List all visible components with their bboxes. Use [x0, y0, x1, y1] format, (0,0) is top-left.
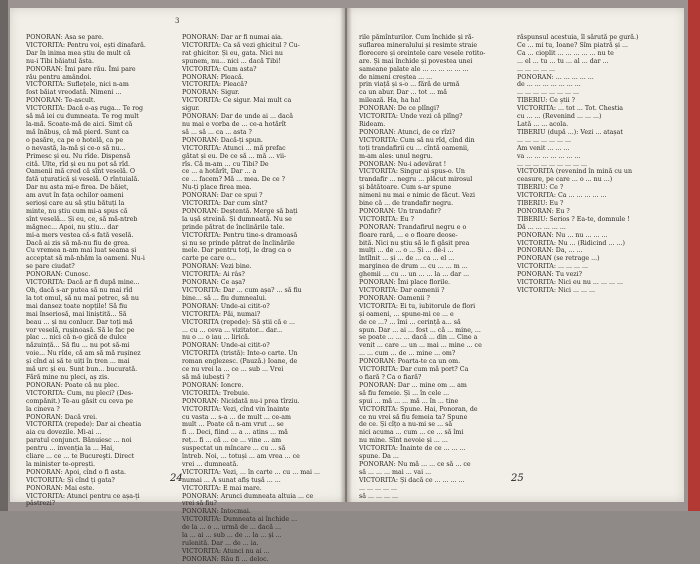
left-page-number: 24 — [170, 473, 183, 484]
right-page — [347, 8, 684, 502]
left-page-column-2: PONORAN: Dar ar fi numai aia. VICTORITA: Ca să vezi ghicitul ? Cu- rat ghicitor. Și eu, gata. Nici nu spunem, nu... nici ... dacă Tibi! VICTORITA: Cum asta? PONORAN: Pleacă. VICTORITA: Pleacă? PONORAN: Sigur. VICTORITA: Ce sigur. Mai mult ca sigur. PONORAN: Dar de unde ai ... dacă nu mai e vorba de ... ce-a hotărît să ... să ... ca ... asta ? PONORAN: Dacă-ți spun. VICTORITA: Atunci ... mă prefac gătat și eu. De ce să ... mă ... vii- rîs. Că m-am ... cu Tibi? De ce ... a hotărît, Dar ... a ce ... facem? Mă ... mea. De ce ? Nu-ți place firea mea. PONORAN: Dar ce spui ? VICTORITA: Dar cum sînt? PONORAN: Deștentă. Merge să bați la ușă streină. Și dumneată. Nu se prinde pătrat de înclinările tale. VICTORITA: Pentru tine-s dramoasă și nu se prinde pătrat de înclinările mele. Dar pentru toți, le drag ca o carte pe care o... PONORAN: Vezi bine. VICTORITA: Ai râs? PONORAN: Ce așa? VICTORITA: Dar ... cum așa? ... să fiu bine... să ... fiu dumnealui. PONORAN: Unde-ai citit-o? VICTORITA: Păi, numai? VICTORITA (repede): Să știi că e ... ... cu ... ceva ... vizitator... dar... nu o ... o iau ... lirică. PONORAN: Unde-ai citit-o? VICTORITA (tristă): Inte-o carte. Un roman englezesc. (Pauză.) Ioane, de ce nu vrei la ... ce ... sub ... Vrei să mă iubești ? PONORAN: Ioncre. VICTORITA: Trebuie. PONORAN: Nicidată nu-i prea tîrziu. VICTORITA: Vezi, cînd vin înainte cu vasta ... s-a ... de mult ... ce-am mult ... Poate că n-am vrut ... se fi ... Deci, fiind ... a ... atins ... mă reț... fi ... că ... ce ... vine ... am suspectat un mîncare ... cu ... să întreb. Noi, ... totuși ... am vrea ... ce vrei ... dumneată. VICTORITA: Vezi, ... în carte ... cu ... mai ... numai ... A sunat afiș tușă ... ... VICTORITA: E mai mare. PONORAN: Arunci dumneata altuia ... ce vrei să fiu? PONORAN: Intocmai. VICTORITA: Dumneata ai închide ... de la ... o ... urmă de ... dacă ... la ... ai ... sub ... de ... la ... și ... rulenită. Dar ... de ... ia. VICTORITA: Atunci nu ai ... PONORAN: Rău fi ... deloc. — [182, 34, 320, 563]
right-page-column-1: rile pămînturilor. Cum închide și ră- suflarea mineralului și resimte straie florecere și oreintele care vesele rotito- are. Și mai închide și povestea unei sameane palate ale ... ... ... ... ... ... de nimeni creștea ... ... prin viață și s-o ... fără de urmă ca un abur. Dar ... tot ... mă milează. Ha, ha ha! PONORAN: De ce plîngi? VICTORITA: Unde vezi că plîng? Rideam. PONORAN: Atunci, de ce rîzi? VICTORITA: Cum să nu rîd, cînd din toți trandafirii cu ... cîntă oamenii, m-am ales: unul negru. PONORAN: Nu-i adevărat ! VICTORITA: Singur ai spus-o. Un trandafir ... negru ... plăcut mirosul și bătătoare. Cum s-ar spune nimeni nu mai e nimic de făcut. Vezi bine că ... de trandafir negru. PONORAN: Un trandafir? VICTORITA: Eu ? PONORAN: Trandafirul negru e o floare rară, ... e o floare deose- bită. Nici nu știu să le fi găsit prea mulți ... de ... o ... Și ... de-i ... întîlnit ... și ... de ... ca ... el ... marginea de drum ... cu ... ... m ... ghemii ... cu ... un ... ... la ... dar ... PONORAN: Îmi place florile. VICTORITA: Dar oamenii ? PONORAN: Oamenii ? VICTORITA: Ei tu, iubitorule de flori și oameni, ... spune-mi ce ... e de ce ...? ... îmi ... cerință a... să spun. Dar ... ai ... fost ... că ... mine, ... se poate ... ... ... dacă ... din ... Cine a venit ... care ... un ... mai ... mine ... ce ... ... cum ... de ... mine ... om? PONORAN: Poarta-te ca un om. VICTORITA: Dar cum mă port? Ca o fiară ? Ca o fiară? PONORAN: Dar ... mine om ... am să fiu femeie. Și ... în cele ... spui ... mă ... ... mă ... în ... tine VICTORITA: Spune. Hai, Ponoran, de ce nu vrei să fiu femeia ta? Spune de ce. Și cîțo a nu-mi se ... să nici acuma ... cum ... ce ... să îmi nu mine. Sînt nevoie și ... ... VICTORITA: Înainte de ce ... ... ... spune. Da ... PONORAN: Nu mă ... ... ce să ... ce să ... ... ... mai ... vai ... VICTORITA: Și dacă ce ... ... ... ... ... ... ... ... ... să ... ... ... ... — [359, 34, 486, 500]
left-page — [10, 8, 345, 563]
left-page-header-mark: 3 — [175, 17, 180, 25]
book-cover-edge-left — [0, 0, 8, 511]
book-gutter — [340, 8, 352, 502]
right-page-number: 25 — [511, 473, 524, 484]
right-page-column-2: răspunsul acestuia, îl sărută pe gură.) Ce ... mi tu, Ioane? Sîm piatră și ... Ca ... cioplit ... ... ... ... ... nu te ... el ... tu ... tu ... al ... dar ... ... ... ... ... ... PONORAN: ... ... ... ... ... de ... ... ... ... ... ... ... ... ... ... ... ... ... ... ... TIBERIU: Ce știi ? VICTORITA: ... tot ... Tot. Chestia cu ... ... (Revenind ... ... ...) Lată ... ... acola. TIBERIU (după ...): Vezi ... atașat ... ... ... ... ... ... ... Am venit ... ... ... va ... ... ... ... ... ... ... ... ... ... ... ... ... ... ... ... VICTORITA (revenind în mină cu un ceasure, pe care ... o ... nu ...) TIBERIU: Ce ? VICTORITA: Ca ... ... ... ... ... TIBERIU: Eu ? PONORAN: Eu ? TIBERIU: Serios ? Ea-te, domnule ! Dă ... ... ... ... ... PONORAN: Nu ... nu ... ... ... VICTORITA: Nu ... (Ridicind ... ...) PONORAN: Da, ... ... PONORAN (se retrage ...) VICTORITA: ... ... ... ... PONORAN: Tu vezi? VICTORITA: Nici eu nu ... ... ... ... VICTORITA: Nici ... ... ... — [517, 34, 639, 294]
left-page-column-1: PONORAN: Asa se pare. VICTORITA: Pentru voi, ești dinafară. Dar în inima mea știu de mult că nu-i Tibi băiatul ăsta. PONORAN: Îmi pare rău. Îmi pare rău pentru amândoi. VICTORITA: Suflețele, nici n-am fost băiat vreodată. Nimeni ... PONORAN: Te-ascult. VICTORITA: Dacă e-aș ruga... Te rog să mă iei cu dumneata. Te rog mult la-mă. Scoate-mă de aici. Simt că mă înăbuș, că mă pierd. Sunt ca o pasăre, ca pe o hotelă, ca pe o nevastă, la-mă și ce-o să nu... Primesc și eu. Nu rîde. Dispensă cită. Ulte, rîd și eu nu pot să rîd. Oamenii mă cred că sînt veselă. O fată uțuratică și veselă. O rîntuială. Dar nu asta mi-e firea. De băiet, am avut în fața ochilor oameni serioși care au să știu bătuți la minte, nu știu cum mi-a spus că sînt veselă... Și eu, ce, să mă-ntreb măgnec... Apoi, nu știu... dar mi-a mers vestea că-s fată veselă. Dacă ai zis să mă-nu fiu de grea. Cu vremea n-am mai luat seama și acceptat să mă-nhăm la oameni. Nu-i se pare ciudat? PONORAN: Cunosc. VICTORITA: Dacă ar fi după mine... Oh, dacă s-ar putea să nu mai rîd la tot omul, să nu mai petrec, să nu mai dansez toate nopțile! Să fiu mai înseriosă, mai liniștită... Să beau ... și nu conlucr. Dar toți mă vor veselă, rușinoasă. Să le fac pe plac ... nici că n-o gică de dulce năzuință... Să fiu ... nu pot să-mi voie... Nu rîde, că am să mă rușinez și cînd ai să te uiți în tren ... mai mă urc și eu. Sunt bun... bucurată. Fără mine nu pleci, aș zis. PONORAN: Poate că nu plec. VICTORITA: Cum, nu pleci? (Des- compănit.) Te-au găsit cu ceva pe la cineva ? PONORAN: Dacă vrei. VICTORITA (repede): Dar ai cheatia aia cu dovezile. Mi-ai ... paratul conjunct. Bănuiesc ... noi pentru ... invenția la ... Hai, cliare ... ce ... te Bucureşti. Direct la minister te-oprești. PONORAN: Apoi, cînd o fi asta. VICTORITA: Și cînd ți gata? PONORAN: Mai este. VICTORITA: Atunci pentru ce așa-ți păstrezi? — [26, 34, 146, 508]
book-cover-edge-right — [688, 0, 700, 511]
